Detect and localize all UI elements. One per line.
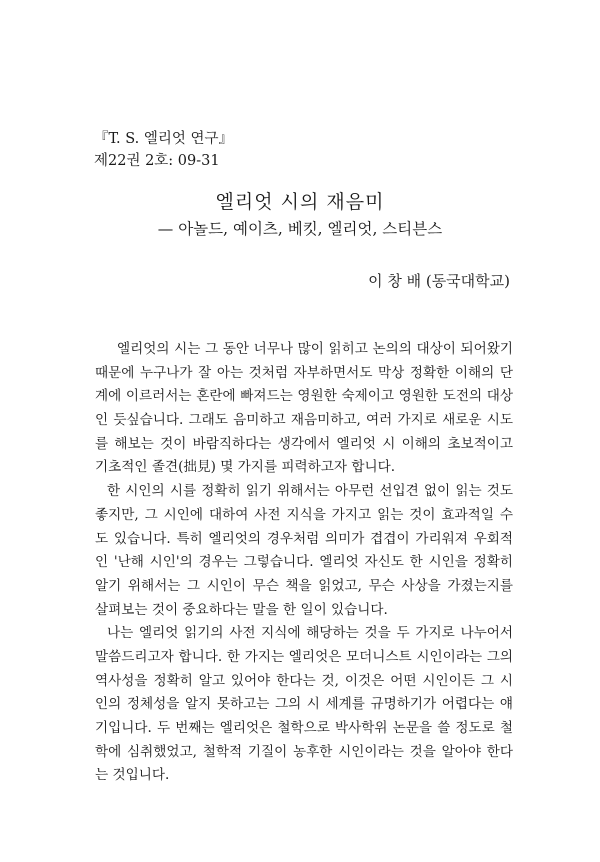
journal-volume: 제22권 2호: 09-31: [94, 153, 220, 169]
body-line: 알기 위해서는 그 시인이 무슨 책을 읽었고, 무슨 사상을 가졌는지를: [95, 577, 513, 594]
body-line: 는 것입니다.: [95, 767, 170, 784]
body-line: 말씀드리고자 합니다. 한 가지는 엘리엇은 모더니스트 시인이라는 그의: [95, 648, 513, 665]
body-line: 때문에 누구나가 잘 아는 것처럼 자부하면서도 막상 정확한 이해의 단: [95, 364, 513, 381]
body-line: 인의 정체성을 알지 못하고는 그의 시 세계를 규명하기가 어렵다는 얘: [95, 696, 513, 713]
article-title: 엘리엇 시의 재음미: [215, 191, 385, 213]
body-line: 나는 엘리엇 읽기의 사전 지식에 해당하는 것을 두 가지로 나누어서: [107, 625, 513, 642]
article-body: [95, 338, 513, 788]
body-line: 엘리엇의 시는 그 동안 너무나 많이 읽히고 논의의 대상이 되어왔기: [117, 341, 513, 357]
body-line: 인 '난해 시인'의 경우는 그렇습니다. 엘리엇 자신도 한 시인을 정확히: [95, 554, 513, 571]
body-line: 살펴보는 것이 중요하다는 말을 한 일이 있습니다.: [95, 601, 388, 618]
body-line: 한 시인의 시를 정확히 읽기 위해서는 아무런 선입견 없이 읽는 것도: [107, 483, 513, 500]
body-line: 계에 이르러서는 혼란에 빠져드는 영원한 숙제이고 영원한 도전의 대상: [95, 388, 513, 405]
body-line: 기초적인 졸견(拙見) 몇 가지를 피력하고자 합니다.: [95, 459, 396, 476]
body-line: 기입니다. 두 번째는 엘리엇은 철학으로 박사학위 논문을 쓸 정도로 철: [95, 720, 513, 736]
body-line: 좋지만, 그 시인에 대하여 사전 지식을 가지고 읽는 것이 효과적일 수: [95, 506, 513, 523]
body-line: 학에 심취했었고, 철학적 기질이 농후한 시인이라는 것을 알아야 한다: [95, 743, 513, 760]
author-line: 이 창 배 (동국대학교): [368, 272, 510, 290]
journal-header: [94, 128, 233, 172]
body-line: 역사성을 정확히 알고 있어야 한다는 것, 이것은 어떤 시인이든 그 시: [95, 672, 513, 689]
journal-name: 『T. S. 엘리엇 연구』: [94, 131, 234, 147]
body-line: 인 듯싶습니다. 그래도 음미하고 재음미하고, 여러 가지로 새로운 시도: [95, 412, 513, 429]
body-line: 도 있습니다. 특히 엘리엇의 경우처럼 의미가 겹겹이 가리워져 우회적: [95, 530, 513, 547]
title-block: [0, 188, 600, 241]
body-line: 를 해보는 것이 바람직하다는 생각에서 엘리엇 시 이해의 초보적이고: [95, 435, 513, 452]
article-subtitle: — 아놀드, 예이츠, 베킷, 엘리엇, 스티븐스: [157, 220, 443, 238]
